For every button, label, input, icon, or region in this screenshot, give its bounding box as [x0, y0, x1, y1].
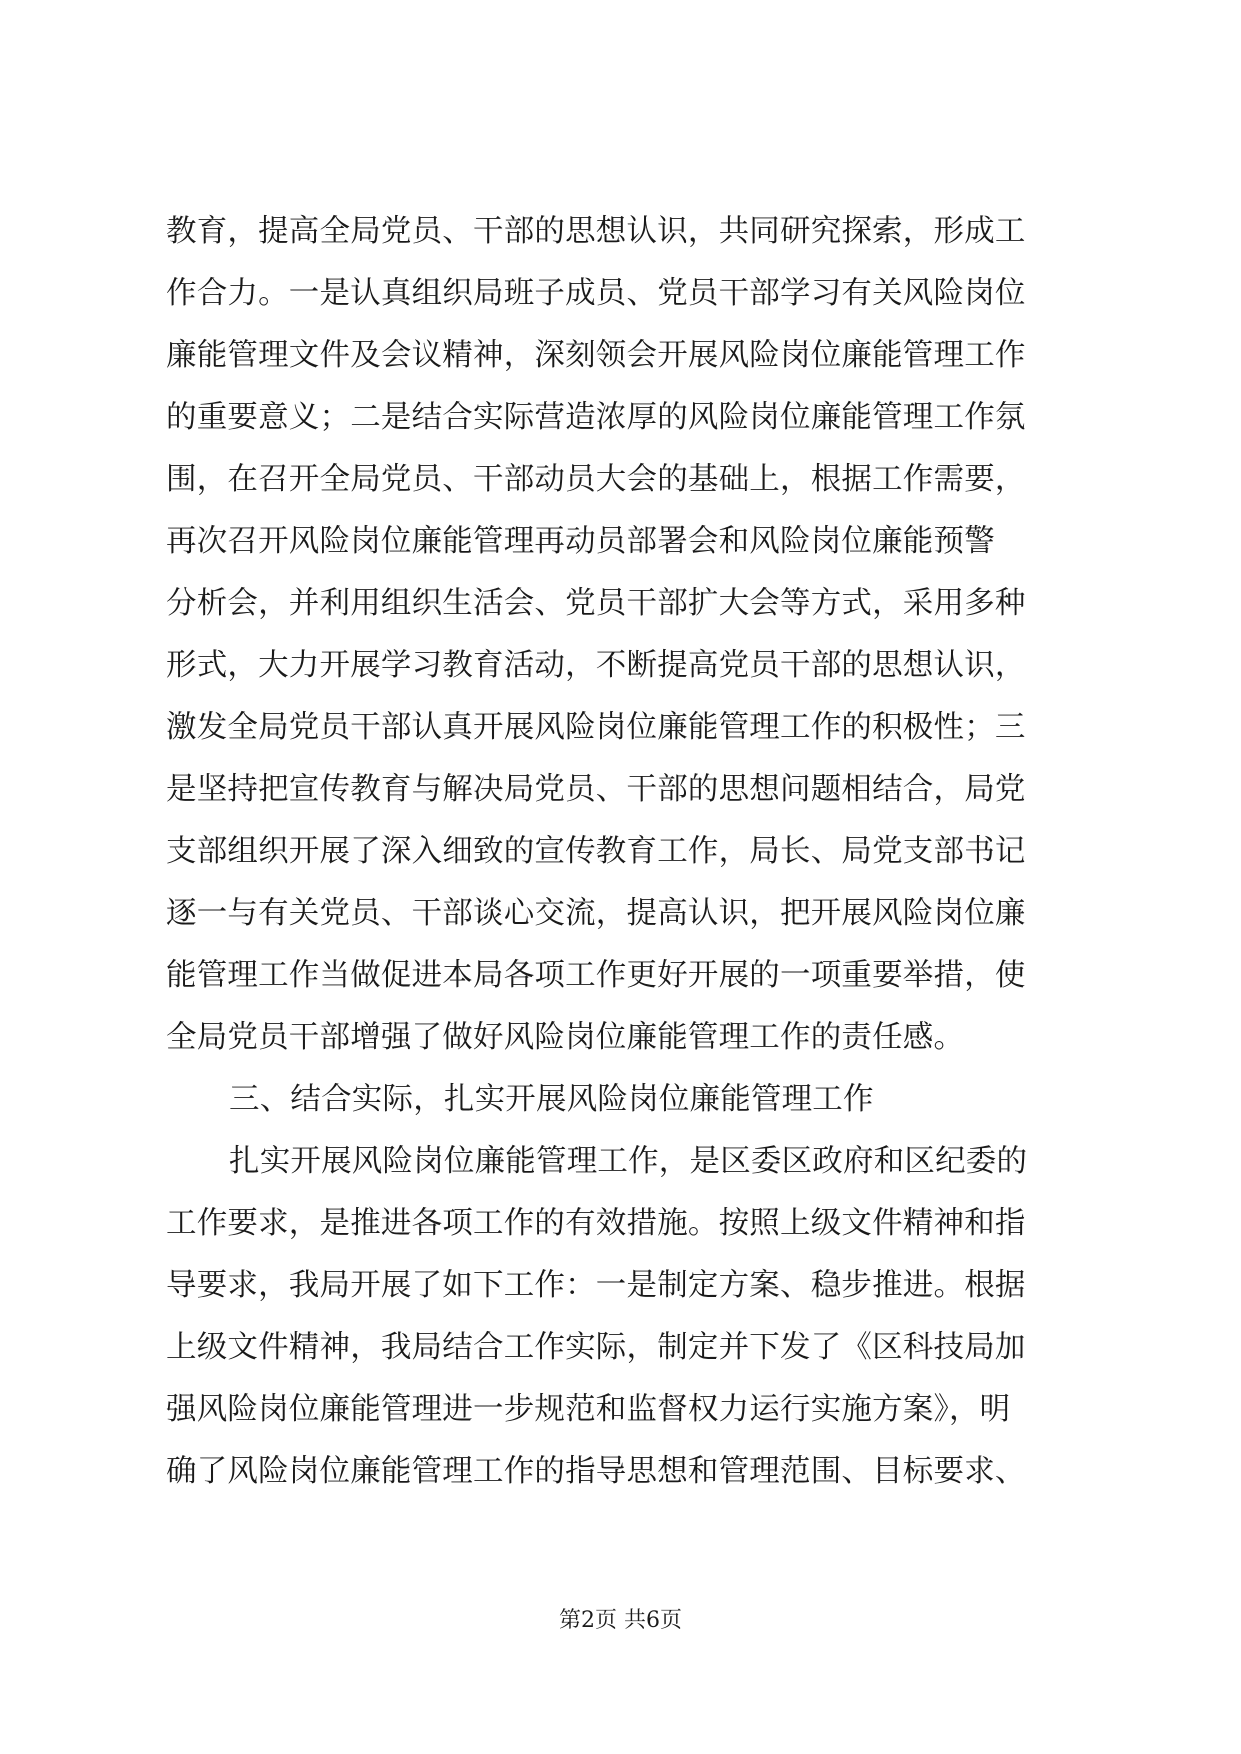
body-text-line: 能管理工作当做促进本局各项工作更好开展的一项重要举措，使	[166, 958, 1026, 993]
body-text-line: 形式，大力开展学习教育活动，不断提高党员干部的思想认识，	[166, 648, 1026, 683]
section-heading: 三、结合实际，扎实开展风险岗位廉能管理工作	[229, 1082, 874, 1117]
body-text-line: 工作要求，是推进各项工作的有效措施。按照上级文件精神和指	[166, 1206, 1026, 1241]
body-text-line: 确了风险岗位廉能管理工作的指导思想和管理范围、目标要求、	[166, 1454, 1026, 1489]
body-text-line: 上级文件精神，我局结合工作实际，制定并下发了《区科技局加	[166, 1330, 1026, 1365]
body-text-line: 再次召开风险岗位廉能管理再动员部署会和风险岗位廉能预警	[166, 524, 995, 559]
body-text-line: 围，在召开全局党员、干部动员大会的基础上，根据工作需要，	[166, 462, 1026, 497]
body-text-line: 逐一与有关党员、干部谈心交流，提高认识，把开展风险岗位廉	[166, 896, 1026, 931]
body-text-line: 强风险岗位廉能管理进一步规范和监督权力运行实施方案》，明	[166, 1392, 1011, 1427]
body-text-line: 分析会，并利用组织生活会、党员干部扩大会等方式，采用多种	[166, 586, 1026, 621]
body-text-line: 是坚持把宣传教育与解决局党员、干部的思想问题相结合，局党	[166, 772, 1026, 807]
body-text-line: 作合力。一是认真组织局班子成员、党员干部学习有关风险岗位	[166, 276, 1026, 311]
body-text-line: 支部组织开展了深入细致的宣传教育工作，局长、局党支部书记	[166, 834, 1026, 869]
body-text-line: 激发全局党员干部认真开展风险岗位廉能管理工作的积极性；三	[166, 710, 1026, 745]
body-text-line: 教育，提高全局党员、干部的思想认识，共同研究探索，形成工	[166, 214, 1026, 249]
paragraph-first-line: 扎实开展风险岗位廉能管理工作，是区委区政府和区纪委的	[229, 1144, 1028, 1179]
body-text-line: 全局党员干部增强了做好风险岗位廉能管理工作的责任感。	[166, 1020, 965, 1055]
body-text-line: 导要求，我局开展了如下工作：一是制定方案、稳步推进。根据	[166, 1268, 1026, 1303]
page-number-footer: 第2页 共6页	[559, 1608, 682, 1633]
body-text-line: 廉能管理文件及会议精神，深刻领会开展风险岗位廉能管理工作	[166, 338, 1026, 373]
body-text-line: 的重要意义；二是结合实际营造浓厚的风险岗位廉能管理工作氛	[166, 400, 1026, 435]
